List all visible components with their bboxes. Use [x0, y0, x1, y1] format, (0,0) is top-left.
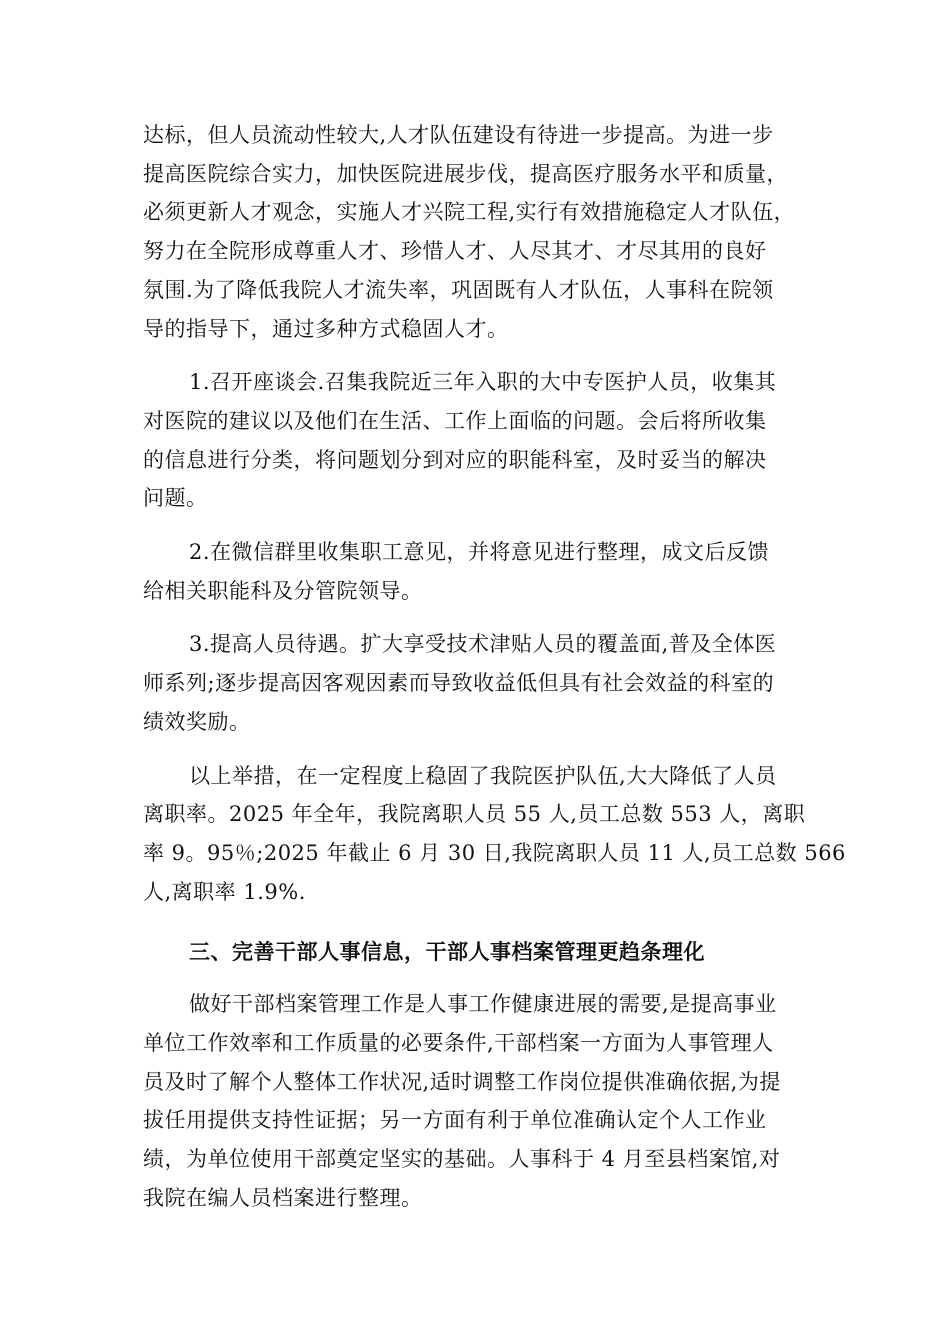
text-line: 员及时了解个人整体工作状况,适时调整工作岗位提供准确依据,为提: [143, 1069, 781, 1094]
paragraph-archive-management: [143, 985, 808, 1217]
paragraph-item-1: [143, 363, 808, 518]
paragraph-talent-stability: [143, 116, 808, 348]
text-line: 问题。: [143, 486, 208, 511]
text-line: 提高医院综合实力，加快医院进展步伐，提高医疗服务水平和质量，: [143, 161, 788, 186]
text-line: 我院在编人员档案进行整理。: [143, 1185, 423, 1210]
text-line: 率 9。95％;2025 年截止 6 月 30 日,我院离职人员 11 人,员工总数 566: [143, 840, 846, 865]
text-line: 氛围.为了降低我院人才流失率，巩固既有人才队伍，人事科在院领: [143, 277, 774, 302]
text-line: 做好干部档案管理工作是人事工作健康进展的需要,是提高事业: [189, 992, 777, 1017]
paragraph-item-3: [143, 625, 808, 741]
document-body: [143, 116, 846, 1233]
section-heading: 三、完善干部人事信息，干部人事档案管理更趋条理化: [189, 940, 705, 965]
text-line: 努力在全院形成尊重人才、珍惜人才、人尽其才、才尽其用的良好: [143, 239, 767, 264]
text-line: 人,离职率 1.9%.: [143, 879, 306, 904]
text-line: 离职率。2025 年全年，我院离职人员 55 人,员工总数 553 人，离职: [143, 802, 806, 827]
text-line: 以上举措，在一定程度上稳固了我院医护队伍,大大降低了人员: [189, 763, 777, 788]
paragraph-turnover-stats: [143, 757, 846, 912]
text-line: 1.召开座谈会.召集我院近三年入职的大中专医护人员，收集其: [189, 370, 777, 395]
text-line: 给相关职能科及分管院领导。: [143, 578, 423, 603]
paragraph-item-2: [143, 533, 808, 610]
text-line: 绩，为单位使用干部奠定坚实的基础。人事科于 4 月至县档案馆,对: [143, 1147, 781, 1172]
text-line: 3.提高人员待遇。扩大享受技术津贴人员的覆盖面,普及全体医: [189, 632, 777, 657]
text-line: 达标，但人员流动性较大,人才队伍建设有待进一步提高。为进一步: [143, 123, 774, 147]
text-line: 2.在微信群里收集职工意见，并将意见进行整理，成文后反馈: [189, 540, 770, 565]
text-line: 单位工作效率和工作质量的必要条件,干部档案一方面为人事管理人: [143, 1031, 774, 1056]
text-line: 对医院的建议以及他们在生活、工作上面临的问题。会后将所收集: [143, 408, 767, 433]
text-line: 的信息进行分类，将问题划分到对应的职能科室，及时妥当的解决: [143, 447, 767, 472]
text-line: 绩效奖励。: [143, 709, 251, 734]
text-line: 拔任用提供支持性证据；另一方面有利于单位准确认定个人工作业: [143, 1108, 767, 1133]
text-line: 师系列;逐步提高因客观因素而导致收益低但具有社会效益的科室的: [143, 671, 775, 696]
text-line: 导的指导下，通过多种方式稳固人才。: [143, 316, 509, 341]
text-line: 必须更新人才观念，实施人才兴院工程,实行有效措施稳定人才队伍，: [143, 200, 796, 225]
